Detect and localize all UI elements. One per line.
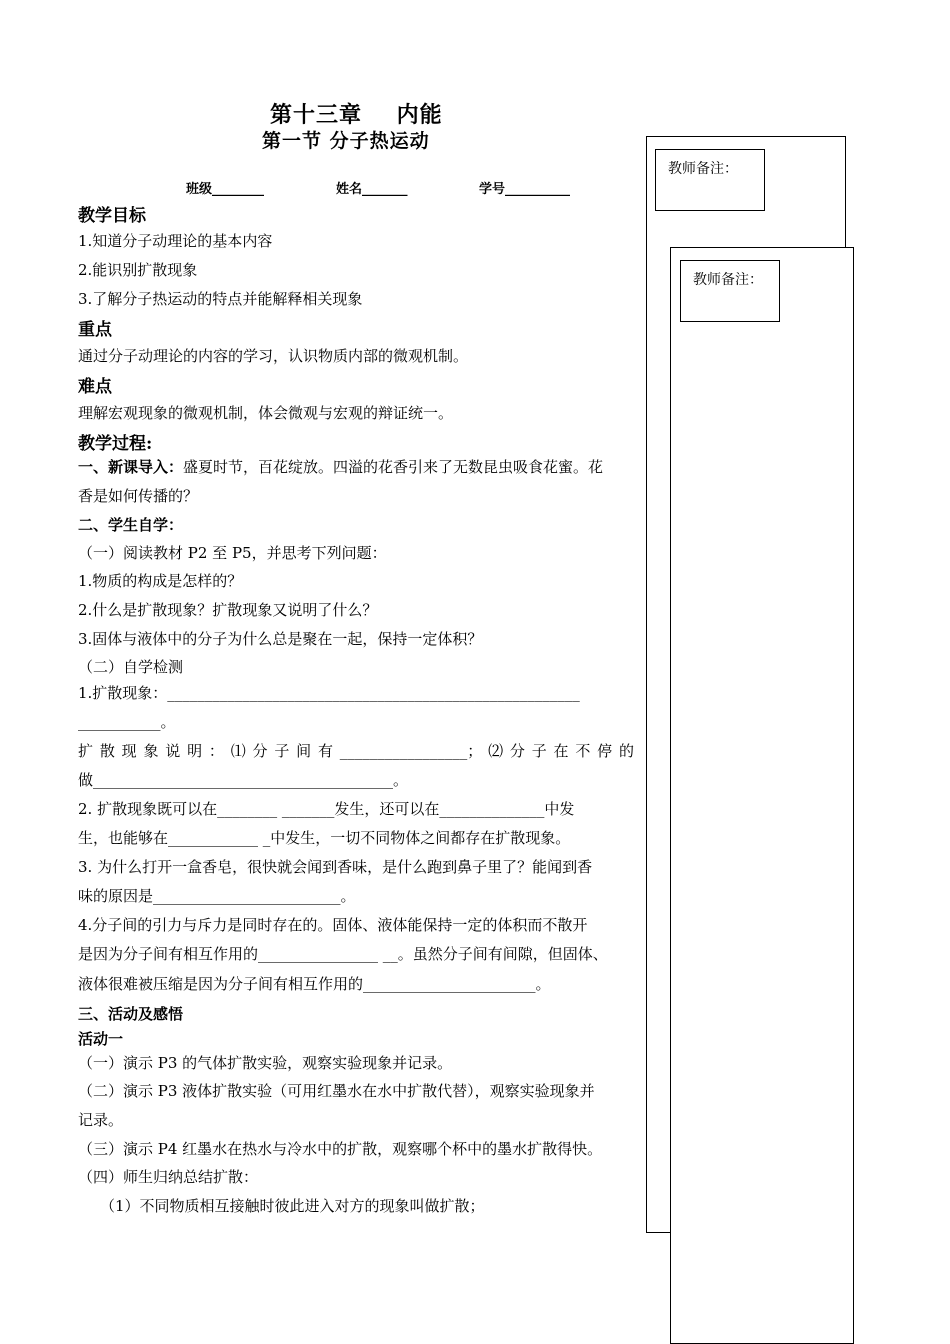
- question-item: 2.什么是扩散现象？扩散现象又说明了什么？: [78, 601, 378, 619]
- teacher-note-box-1[interactable]: [655, 149, 765, 211]
- self-study-sub1: （一）阅读教材 P2 至 P5，并思考下列问题：: [78, 544, 387, 562]
- teacher-margin-panel-front: [670, 247, 854, 1344]
- check-item-1-explain-cont[interactable]: 做________________________________________。: [78, 771, 409, 789]
- difficulty-text: 理解宏观现象的微观机制，体会微观与宏观的辩证统一。: [78, 404, 454, 422]
- intro-paragraph: [78, 456, 603, 477]
- process-heading: 教学过程:: [78, 434, 153, 454]
- section-title: 第一节 分子热运动: [262, 130, 430, 152]
- activity-summary-item: （1）不同物质相互接触时彼此进入对方的现象叫做扩散；: [100, 1197, 485, 1215]
- name-field[interactable]: 姓名_______: [336, 182, 408, 197]
- check-item-4-cont[interactable]: 是因为分子间有相互作用的________________ __。虽然分子间有间隙，但固体、: [78, 945, 608, 963]
- question-item: 1.物质的构成是怎样的？: [78, 572, 243, 590]
- check-item-3-cont[interactable]: 味的原因是_________________________。: [78, 887, 356, 905]
- student-number-field[interactable]: 学号__________: [479, 182, 571, 197]
- teacher-note-label: 教师备注：: [693, 272, 763, 288]
- teacher-note-box-2[interactable]: [680, 260, 780, 322]
- check-item-1-cont[interactable]: ___________。: [78, 713, 176, 731]
- goal-item: 1.知道分子动理论的基本内容: [78, 232, 273, 250]
- check-item-1[interactable]: 1.扩散现象：_______________________________________________________: [78, 684, 580, 702]
- intro-label: 一、新课导入：: [78, 458, 184, 476]
- activity-section-heading: 三、活动及感悟: [78, 1005, 184, 1023]
- activity-item: （二）演示 P3 液体扩散实验（可用红墨水在水中扩散代替），观察实验现象并: [78, 1082, 595, 1100]
- self-study-heading: 二、学生自学：: [78, 516, 184, 534]
- goal-item: 2.能识别扩散现象: [78, 261, 198, 279]
- check-item-2-cont[interactable]: 生，也能够在____________ _中发生，一切不同物体之间都存在扩散现象。: [78, 829, 571, 847]
- activity-item-cont: 记录。: [78, 1111, 124, 1129]
- check-item-4: 4.分子间的引力与斥力是同时存在的。固体、液体能保持一定的体积而不散开: [78, 916, 588, 934]
- intro-text: 盛夏时节，百花绽放。四溢的花香引来了无数昆虫吸食花蜜。花: [183, 458, 604, 476]
- key-heading: 重点: [78, 320, 112, 340]
- difficulty-heading: 难点: [78, 377, 112, 397]
- goals-heading: 教学目标: [78, 206, 146, 226]
- activity-item: （一）演示 P3 的气体扩散实验，观察实验现象并记录。: [78, 1054, 453, 1072]
- activity-one-heading: 活动一: [78, 1030, 124, 1048]
- goal-item: 3.了解分子热运动的特点并能解释相关现象: [78, 290, 363, 308]
- intro-text-cont: 香是如何传播的？: [78, 487, 199, 505]
- teacher-note-label: 教师备注：: [668, 161, 738, 177]
- key-text: 通过分子动理论的内容的学习，认识物质内部的微观机制。: [78, 347, 469, 365]
- check-item-4-cont2[interactable]: 液体很难被压缩是因为分子间有相互作用的_______________________。: [78, 975, 551, 993]
- activity-item: （四）师生归纳总结扩散：: [78, 1168, 259, 1186]
- check-item-1-explain[interactable]: 扩 散 现 象 说 明 ： ⑴ 分 子 间 有 _________________； ⑵ 分 子 在 不 停 的: [78, 742, 634, 760]
- chapter-title: 第十三章 内能: [270, 102, 443, 128]
- self-check-heading: （二）自学检测: [78, 658, 184, 676]
- question-item: 3.固体与液体中的分子为什么总是聚在一起，保持一定体积？: [78, 630, 483, 648]
- class-field[interactable]: 班级________: [186, 182, 265, 197]
- check-item-3: 3. 为什么打开一盒香皂，很快就会闻到香味，是什么跑到鼻子里了？能闻到香: [78, 858, 593, 876]
- check-item-2[interactable]: 2. 扩散现象既可以在________ _______发生，还可以在______________中发: [78, 800, 575, 818]
- activity-item: （三）演示 P4 红墨水在热水与冷水中的扩散，观察哪个杯中的墨水扩散得快。: [78, 1140, 603, 1158]
